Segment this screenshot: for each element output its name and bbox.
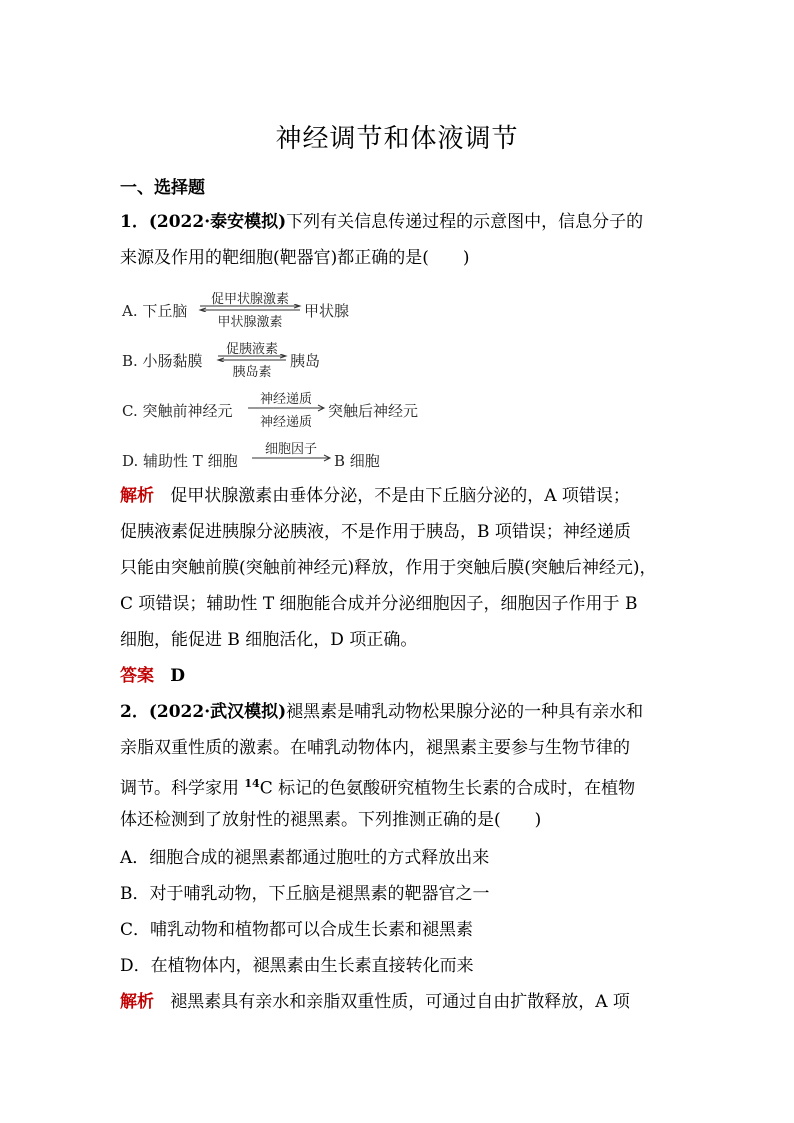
option-b-source: B. 小肠黏膜: [122, 352, 203, 370]
option-b-top-label: 促胰液素: [225, 342, 278, 357]
q2-source: (2022·武汉模拟): [148, 702, 287, 722]
q2-stem-text-1: 褪黑素是哺乳动物松果腺分泌的一种具有亲水和: [286, 702, 644, 722]
option-a-target: 甲状腺: [304, 302, 350, 320]
q1-option-a: [122, 288, 382, 328]
answer-label: 答案: [120, 666, 154, 686]
option-b-arrow: [216, 338, 288, 378]
q2-isotope-superscript: 14: [244, 777, 260, 790]
q2-stem-line-1: [120, 700, 643, 724]
analysis-label: 解析: [120, 992, 154, 1012]
page-title: 神经调节和体液调节: [275, 124, 519, 154]
q2-stem-line-3: [120, 772, 635, 801]
q1-answer-line: [120, 664, 185, 688]
option-d-source: D. 辅助性 T 细胞: [122, 452, 238, 470]
q1-stem-text-1: 下列有关信息传递过程的示意图中，信息分子的: [286, 212, 644, 232]
option-a-bottom-label: 甲状腺激素: [217, 315, 283, 330]
q2-option-b: B．对于哺乳动物，下丘脑是褪黑素的靶器官之一: [120, 884, 490, 904]
section-heading: 一、选择题: [120, 178, 205, 198]
q2-option-d: D．在植物体内，褪黑素由生长素直接转化而来: [120, 956, 474, 976]
option-d-top-label: 细胞因子: [264, 442, 317, 457]
option-a-top-label: 促甲状腺激素: [210, 292, 289, 307]
q1-option-d: [122, 438, 392, 478]
q1-answer: D: [170, 666, 185, 686]
option-b-bottom-label: 胰岛素: [232, 365, 272, 380]
q1-option-b: [122, 338, 362, 378]
option-c-bottom-label: 神经递质: [259, 415, 312, 430]
q1-source: (2022·泰安模拟): [148, 212, 287, 232]
q1-analysis-line-5: 细胞，能促进 B 细胞活化，D 项正确。: [120, 630, 418, 650]
q1-analysis-text-1: 促甲状腺激素由垂体分泌，不是由下丘脑分泌的，A 项错误；: [170, 486, 630, 506]
q1-number: 1．: [120, 212, 149, 232]
q1-option-c: [122, 388, 442, 428]
q2-stem-text-3b: C 标记的色氨酸研究植物生长素的合成时，在植物: [259, 778, 636, 799]
option-c-arrow: [246, 388, 326, 428]
q2-analysis-line-1: [120, 990, 630, 1014]
option-d-arrow: [250, 438, 332, 478]
q1-analysis-line-2: 促胰液素促进胰腺分泌胰液，不是作用于胰岛，B 项错误；神经递质: [120, 522, 631, 542]
q1-analysis-line-4: C 项错误；辅助性 T 细胞能合成并分泌细胞因子，细胞因子作用于 B: [120, 594, 638, 614]
analysis-label: 解析: [120, 486, 154, 506]
q1-analysis-line-3: 只能由突触前膜(突触前神经元)释放，作用于突触后膜(突触后神经元)，: [120, 558, 657, 578]
q2-option-c: C．哺乳动物和植物都可以合成生长素和褪黑素: [120, 920, 474, 940]
q2-stem-text-3a: 调节。科学家用: [120, 778, 245, 799]
q2-stem-line-4: 体还检测到了放射性的褪黑素。下列推测正确的是( ): [120, 810, 542, 830]
option-c-target: 突触后神经元: [328, 402, 419, 420]
q2-stem-line-2: 亲脂双重性质的激素。在哺乳动物体内，褪黑素主要参与生物节律的: [120, 738, 630, 758]
option-a-source: A. 下丘脑: [122, 302, 188, 320]
option-b-target: 胰岛: [290, 352, 321, 370]
option-a-arrow: [198, 288, 302, 328]
q1-analysis-line-1: [120, 484, 630, 508]
option-c-source: C. 突触前神经元: [122, 402, 233, 420]
q1-stem-line-1: [120, 210, 643, 234]
q2-number: 2．: [120, 702, 149, 722]
right-arrow-icon: [250, 454, 332, 462]
q1-stem-line-2: 来源及作用的靶细胞(靶器官)都正确的是( ): [120, 248, 470, 268]
q2-analysis-text-1: 褪黑素具有亲水和亲脂双重性质，可通过自由扩散释放，A 项: [170, 992, 630, 1012]
q2-option-a: A．细胞合成的褪黑素都通过胞吐的方式释放出来: [120, 848, 490, 868]
option-d-target: B 细胞: [334, 452, 380, 470]
option-c-top-label: 神经递质: [259, 392, 312, 407]
